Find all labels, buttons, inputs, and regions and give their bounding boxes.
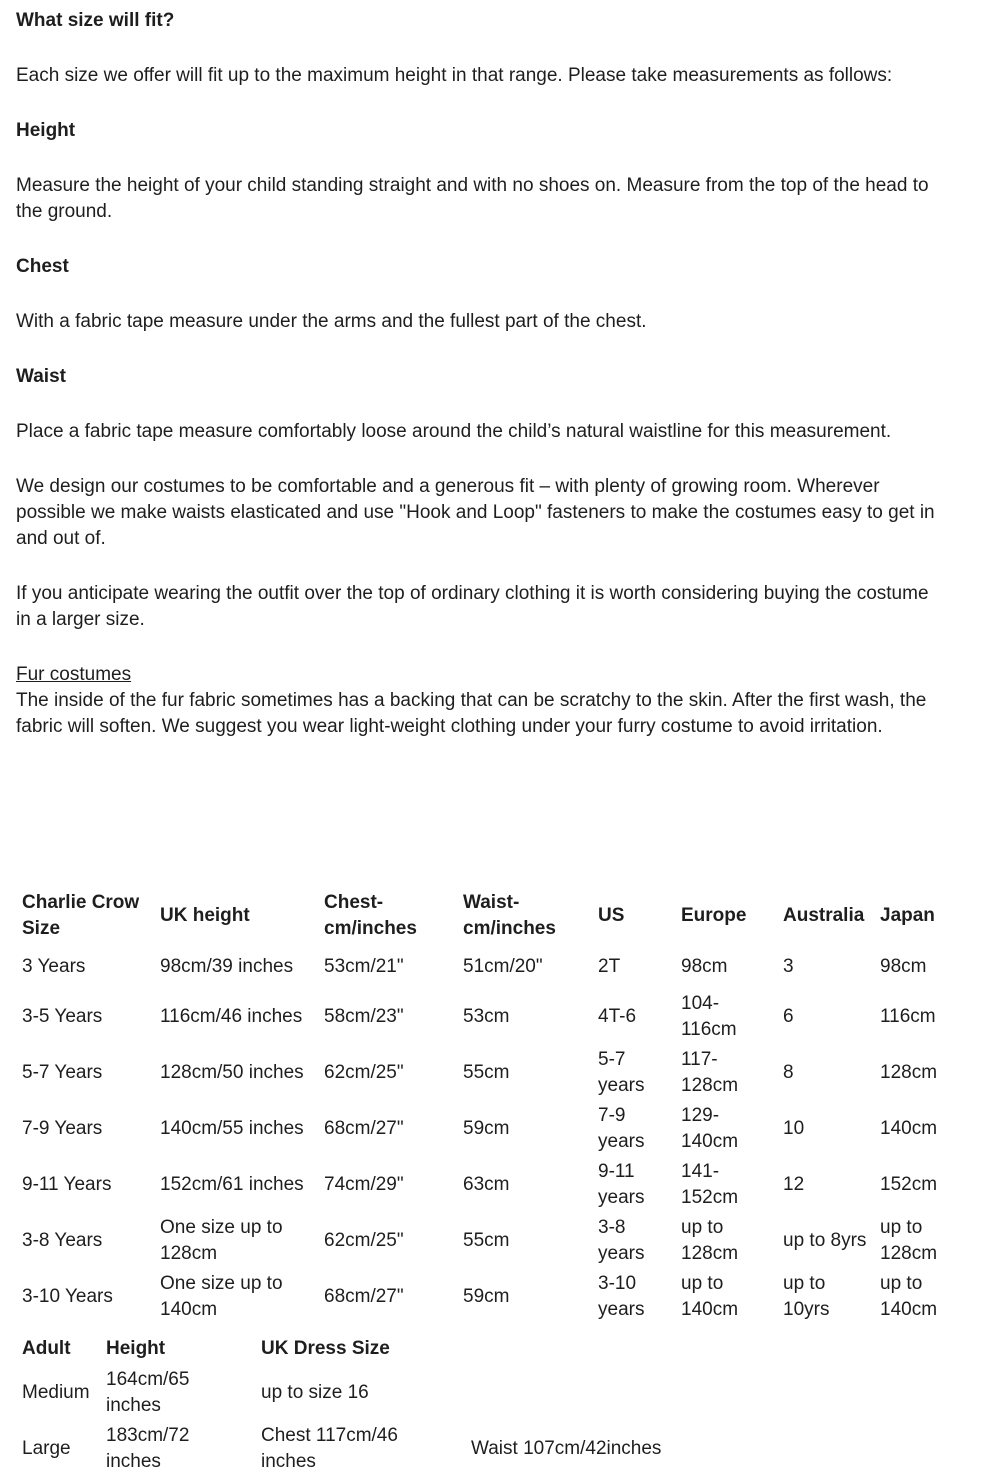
table-row xyxy=(16,1157,985,1213)
table-cell: 98cm xyxy=(681,955,728,977)
table-cell: 55cm xyxy=(463,1062,510,1083)
intro-paragraph: Each size we offer will fit up to the maximum height in that range. Please take measurements as follows: xyxy=(16,65,893,86)
page-title: What size will fit? xyxy=(16,10,175,31)
table-cell: 7-​9 Years xyxy=(22,1118,103,1139)
chest-paragraph: With a fabric tape measure under the arms and the fullest part of the chest. xyxy=(16,311,647,332)
size-chart-header-row xyxy=(16,888,985,944)
table-cell: 164cm/65 inches xyxy=(106,1369,190,1416)
table-cell: 5-​7 years xyxy=(598,1049,645,1096)
table-cell: 59cm xyxy=(463,1286,510,1307)
table-cell: 74cm/29" xyxy=(324,1174,404,1195)
table-cell: 12 xyxy=(783,1174,805,1195)
column-header-us: US xyxy=(598,905,625,926)
table-cell: 68cm/27" xyxy=(324,1286,404,1307)
size-chart xyxy=(16,888,985,1325)
column-header-uk-dress-size: UK Dress Size xyxy=(261,1338,390,1359)
table-cell: up to 8yrs xyxy=(783,1230,867,1251)
table-cell: 68cm/27" xyxy=(324,1118,404,1139)
adult-chart-header-row xyxy=(16,1333,736,1365)
table-cell: 7-​9 years xyxy=(598,1105,645,1152)
table-cell: 10 xyxy=(783,1118,805,1139)
table-cell: 3 Years xyxy=(22,955,86,977)
column-header-waist: Waist-cm/inches xyxy=(463,892,556,939)
table-cell: One size up to 128cm xyxy=(160,1217,283,1264)
column-header-blank xyxy=(465,1333,736,1365)
table-cell: up to 128cm xyxy=(880,1217,938,1264)
table-cell: 3 xyxy=(783,955,794,977)
waist-paragraph: Place a fabric tape measure comfortably loose around the child’s natural waistline for this measurement. xyxy=(16,421,892,442)
column-header-japan: Japan xyxy=(880,905,935,926)
table-cell: 3-​5 Years xyxy=(22,1006,103,1027)
column-header-chest: Chest-cm/inches xyxy=(324,892,417,939)
table-cell: 140cm xyxy=(880,1118,938,1139)
table-cell: 116cm xyxy=(880,1006,936,1027)
table-cell: 183cm/72 inches xyxy=(106,1425,190,1472)
table-row xyxy=(16,1421,736,1477)
height-paragraph: Measure the height of your child standing straight and with no shoes on. Measure from the top of the head to the ground. xyxy=(16,175,929,222)
table-cell: 116cm/46 inches xyxy=(160,1006,303,1027)
table-row xyxy=(16,944,985,989)
table-cell: 3-​10 Years xyxy=(22,1286,113,1307)
table-cell: 3-​10 years xyxy=(598,1273,645,1320)
table-cell: 4T-​6 xyxy=(598,1006,637,1027)
table-cell: 129-​140cm xyxy=(681,1105,739,1152)
table-cell: 9-​11 Years xyxy=(22,1174,112,1195)
column-header-adult-height: Height xyxy=(106,1338,166,1359)
column-header-europe: Europe xyxy=(681,905,747,926)
table-cell: 3-​8 Years xyxy=(22,1230,103,1251)
table-cell: 152cm xyxy=(880,1174,938,1195)
table-cell: 58cm/23" xyxy=(324,1006,404,1027)
table-cell: up to 140cm xyxy=(681,1273,739,1320)
table-cell: 62cm/25" xyxy=(324,1062,404,1083)
table-cell: Waist 107cm/42inches xyxy=(471,1438,662,1459)
height-heading: Height xyxy=(16,120,76,141)
adult-chart-body xyxy=(16,1365,736,1477)
table-cell: 59cm xyxy=(463,1118,510,1139)
chest-heading: Chest xyxy=(16,256,69,277)
table-cell: 53cm/21" xyxy=(324,955,404,977)
table-row xyxy=(16,1101,985,1157)
table-cell: 3-​8 years xyxy=(598,1217,645,1264)
table-cell: 5-​7 Years xyxy=(22,1062,103,1083)
column-header-australia: Australia xyxy=(783,905,865,926)
table-cell: 140cm/55 inches xyxy=(160,1118,304,1139)
table-cell: up to 140cm xyxy=(880,1273,938,1320)
table-cell: One size up to 140cm xyxy=(160,1273,283,1320)
table-cell: Large xyxy=(22,1438,71,1459)
table-cell: 2T xyxy=(598,955,621,977)
table-cell: Medium xyxy=(22,1382,90,1403)
table-cell: 128cm xyxy=(880,1062,938,1083)
table-cell: 8 xyxy=(783,1062,794,1083)
table-cell: 51cm/20" xyxy=(463,955,543,977)
table-cell: 55cm xyxy=(463,1230,510,1251)
table-cell: 63cm xyxy=(463,1174,510,1195)
table-cell: 9-​11 years xyxy=(598,1161,645,1208)
table-cell: 98cm xyxy=(880,955,927,977)
table-cell: up to size 16 xyxy=(261,1382,369,1403)
table-row xyxy=(16,989,985,1045)
table-row xyxy=(16,1213,985,1269)
table-row xyxy=(16,1269,985,1325)
table-cell: up to 10yrs xyxy=(783,1273,830,1320)
table-cell: 53cm xyxy=(463,1006,510,1027)
table-cell: 117-​128cm xyxy=(681,1049,739,1096)
table-cell: 141-​152cm xyxy=(681,1161,739,1208)
table-cell: 98cm/39 inches xyxy=(160,955,294,977)
table-cell: 6 xyxy=(783,1006,794,1027)
adult-chart xyxy=(16,1333,736,1477)
column-header-adult: Adult xyxy=(22,1338,71,1359)
table-cell: 104-​116cm xyxy=(681,993,737,1040)
table-row xyxy=(16,1045,985,1101)
generous-fit-paragraph: We design our costumes to be comfortable and a generous fit – with plenty of growing room. Wherever possible we make waists elasticated and use "Hook and Loop" fasteners to make the costumes easy to get in and out of. xyxy=(16,476,935,549)
fur-costumes-heading: Fur costumes xyxy=(16,664,132,685)
table-cell: 152cm/61 inches xyxy=(160,1174,304,1195)
table-cell: up to 128cm xyxy=(681,1217,739,1264)
waist-heading: Waist xyxy=(16,366,66,387)
table-cell: 128cm/50 inches xyxy=(160,1062,304,1083)
table-cell: Chest 117cm/46 inches xyxy=(261,1425,398,1472)
size-chart-body xyxy=(16,944,985,1325)
larger-size-paragraph: If you anticipate wearing the outfit over the top of ordinary clothing it is worth considering buying the costume in a larger size. xyxy=(16,583,929,630)
table-cell: 62cm/25" xyxy=(324,1230,404,1251)
column-header-uk-height: UK height xyxy=(160,905,250,926)
table-row xyxy=(16,1365,736,1421)
table-cell xyxy=(465,1365,736,1421)
fur-costumes-paragraph: The inside of the fur fabric sometimes has a backing that can be scratchy to the skin. After the first wash, the fabric will soften. We suggest you wear light-weight clothing under your furry costume to avoid irritation. xyxy=(16,690,927,737)
column-header-charlie-crow-size: Charlie Crow Size xyxy=(22,892,140,939)
